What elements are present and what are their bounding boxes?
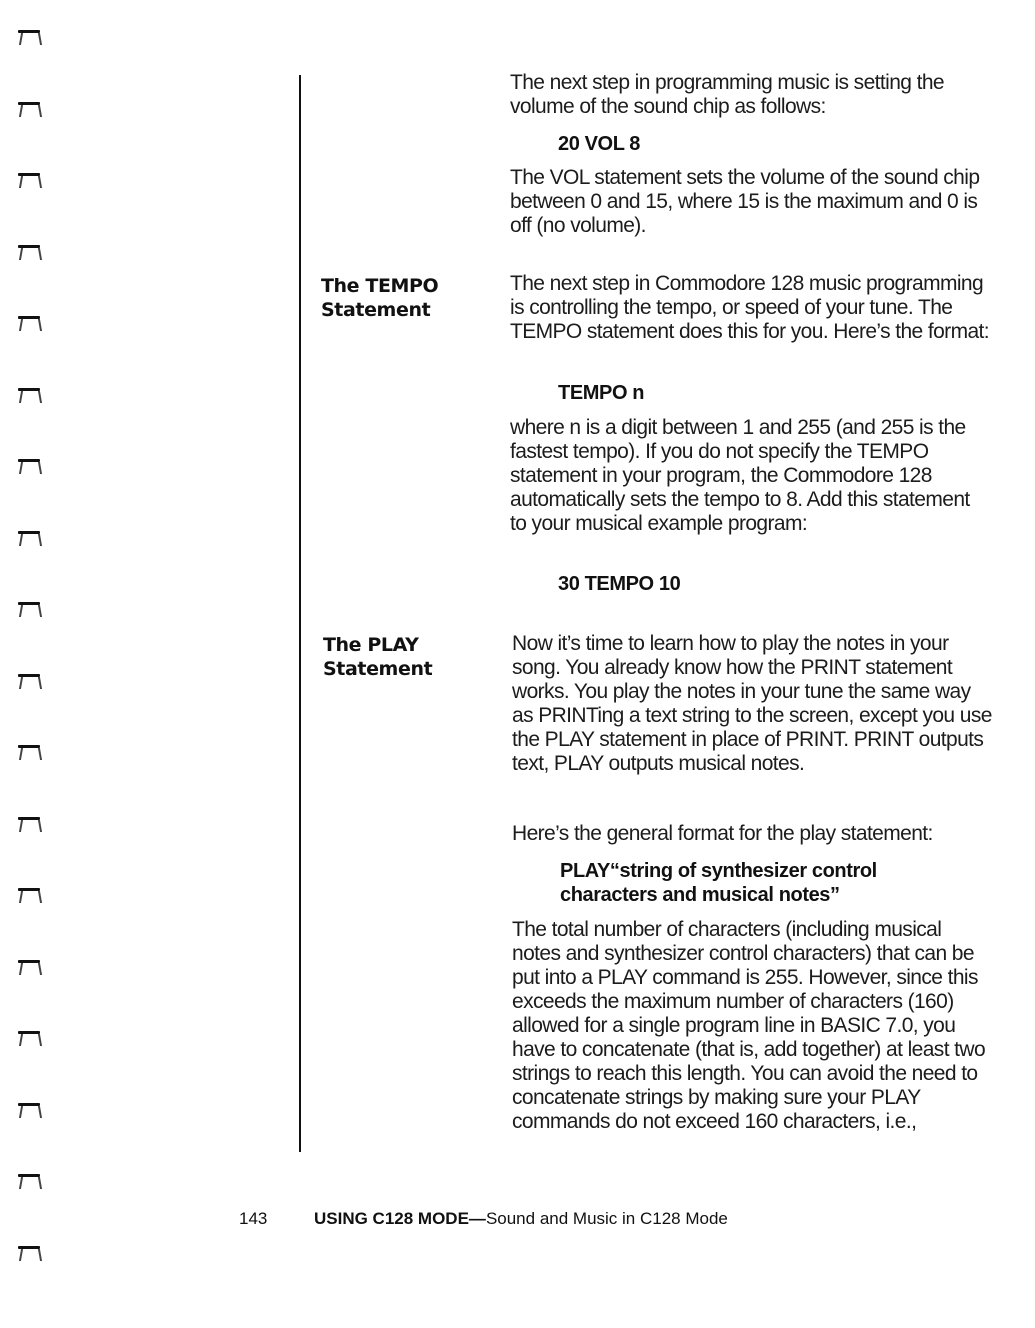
binding-hole-mark (14, 1174, 42, 1200)
heading-play-statement (323, 633, 493, 681)
paragraph-tempo-intro: The next step in Commodore 128 music programming is controlling the tempo, or speed of your tune. The TEMPO statement does this for you. Here’s the format: (510, 272, 990, 343)
binding-hole-mark (14, 316, 42, 342)
binding-hole-mark (14, 388, 42, 414)
heading-tempo-line1: The TEMPO (321, 275, 439, 297)
running-head (314, 1209, 728, 1229)
running-head-chapter: Sound and Music in C128 Mode (485, 1209, 728, 1228)
binding-margin (0, 0, 60, 1328)
paragraph-play-general: Here’s the general format for the play statement: (512, 822, 933, 845)
paragraph-volume-desc: The VOL statement sets the volume of the sound chip between 0 and 15, where 15 is the maximum and 0 is off (no volume). (510, 166, 980, 237)
heading-tempo-statement (321, 274, 491, 322)
binding-hole-mark (14, 1103, 42, 1129)
binding-hole-mark (14, 960, 42, 986)
binding-hole-mark (14, 602, 42, 628)
paragraph-play-intro: Now it’s time to learn how to play the notes in your song. You already know how the PRINT statement works. You play the notes in your tune the same way as PRINTing a text string to the screen, except you use the PLAY statement in place of PRINT. PRINT outputs text, PLAY outputs musical notes. (512, 632, 992, 775)
binding-hole-mark (14, 888, 42, 914)
heading-tempo-line2: Statement (321, 299, 431, 321)
code-volume: 20 VOL 8 (558, 133, 641, 155)
binding-hole-mark (14, 674, 42, 700)
binding-hole-mark (14, 102, 42, 128)
binding-hole-mark (14, 531, 42, 557)
heading-play-line1: The PLAY (323, 634, 419, 656)
binding-hole-mark (14, 817, 42, 843)
paragraph-play-desc: The total number of characters (including musical notes and synthesizer control characters) that can be put into a PLAY command is 255. However, since this exceeds the maximum number of characters (160) allowed for a single program line in BASIC 7.0, you have to concatenate (that is, add together) at least two strings to reach this length. You can avoid the need to concatenate strings by making sure your PLAY commands do not exceed 160 characters, i.e., (512, 918, 986, 1133)
code-tempo: 30 TEMPO 10 (558, 573, 681, 595)
paragraph-tempo-desc: where n is a digit between 1 and 255 (and 255 is the fastest tempo). If you do not specify the TEMPO statement in your program, the Commodore 128 automatically sets the tempo to 8. Add this statement to your musical example program: (510, 416, 970, 535)
binding-hole-mark (14, 1031, 42, 1057)
paragraph-volume-intro: The next step in programming music is setting the volume of the sound chip as follows: (510, 71, 944, 118)
heading-play-line2: Statement (323, 658, 433, 680)
column-rule (299, 75, 301, 1152)
page-footer (0, 1209, 1035, 1235)
binding-hole-mark (14, 30, 42, 56)
page-number: 143 (239, 1209, 268, 1228)
running-head-section: USING C128 MODE— (314, 1209, 486, 1228)
code-tempo-format: TEMPO n (558, 382, 645, 404)
binding-hole-mark (14, 1246, 42, 1272)
binding-hole-mark (14, 745, 42, 771)
binding-hole-mark (14, 245, 42, 271)
binding-hole-mark (14, 173, 42, 199)
code-play-format: PLAY“string of synthesizer control characters and musical notes” (560, 860, 877, 906)
binding-hole-mark (14, 459, 42, 485)
